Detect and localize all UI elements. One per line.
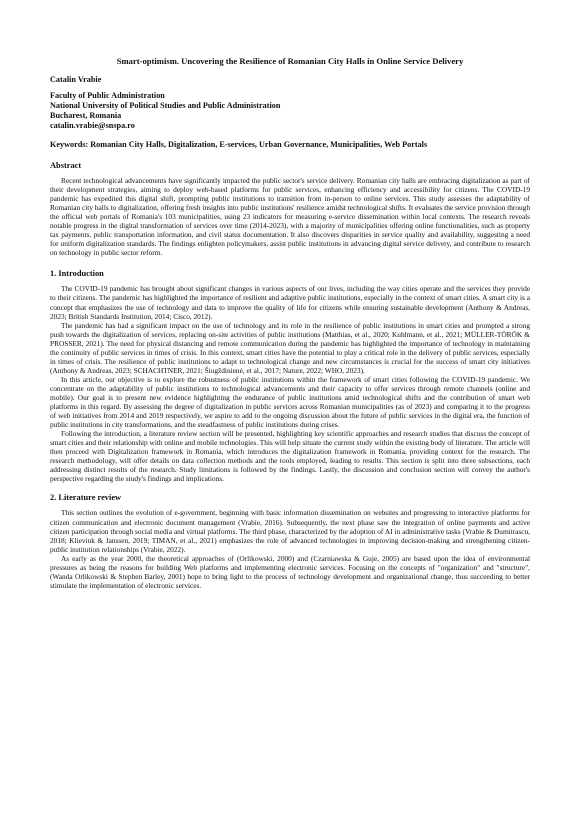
abstract-section <box>50 161 530 257</box>
author-email: catalin.vrabie@snspa.ro <box>50 121 135 130</box>
author-name: Catalin Vrabie <box>50 75 102 84</box>
introduction-paragraph: Following the introduction, a literature review section will be presented, highlighting key scientific approaches and research studies that discuss the concept of smart cities and their relationship with online and mobile technologies. This will help situate the current study within the existing body of literature. The article will then proceed with Digitalization framework in Romania, which introduces the digitalization framework in Romania, providing context for the research. The research methodology, will offer details on data collection methods and the tools employed, leading to results. This section is split into three subsections, each addressing distinct results of the research. Study limitations is followed by the findings. Lastly, the discussion and conclusion section will convey the author's perspective regarding the study's findings and implications. <box>50 429 530 484</box>
literature-review-heading: 2. Literature review <box>50 493 122 503</box>
literature-review-paragraph: As early as the year 2000, the theoretical approaches of (Orlikowski, 2000) and (Czarniawska & Guje, 2005) are based upon the idea of environmental pressures as being the reasons for building Web platforms and implementing electronic services. Focusing on the concepts of "organization" and "structure", (Wanda Orlikowski & Stephen Barley, 2001) hope to bring light to the process of technology development and organizational change, thus succeeding to better stimulate the implementation of electronic services. <box>50 553 530 590</box>
keywords: Keywords: Romanian City Halls, Digitalization, E-services, Urban Governance, Municipalities, Web Portals <box>50 140 428 149</box>
affiliation-faculty: Faculty of Public Administration <box>50 91 165 100</box>
literature-review-paragraph: This section outlines the evolution of e-government, beginning with basic information dissemination on websites and progressing to interactive platforms for citizen communication and electronic document management (Vrabie, 2016). Subsequently, the next phase saw the integration of online payments and active citizen participation through social media and virtual platforms. The third phase, characterized by the adoption of AI in administrative tasks (Vrabie & Dumitrascu, 2018; Klievink & Janssen, 2019; TIMAN, et al., 2021) emphasizes the role of advanced technologies in improving decision-making and strengthening citizen-public institution relationships (Vrabie, 2022). <box>50 508 530 554</box>
introduction-section <box>50 269 530 483</box>
affiliation-city: Bucharest, Romania <box>50 111 122 120</box>
introduction-paragraph: In this article, our objective is to explore the robustness of public institutions within the framework of smart cities following the COVID-19 pandemic. We concentrate on the adaptability of public institutions to technological advancements and their capacity to offer services through remote channels (online and mobile). Our goal is to present new evidence highlighting the endurance of public institutions amid technological shifts and the contribution of smart web platforms in this regard. By assessing the degree of digitalization in public services across Romanian municipalities (as of 2023) and comparing it to the progress of web initiatives from 2014 and 2019 respectively, we aspire to add to the ongoing discussion about the future of public services in the digital era, the function of public institutions in city transformations, and the steadfastness of public institutions during crises. <box>50 374 530 430</box>
affiliation-university: National University of Political Studies and Public Administration <box>50 101 281 110</box>
author-block <box>50 75 530 131</box>
introduction-heading: 1. Introduction <box>50 269 104 279</box>
paper-title: Smart-optimism. Uncovering the Resilience of Romanian City Halls in Online Service Delivery <box>116 56 464 66</box>
introduction-paragraph: The pandemic has had a significant impact on the use of technology and its role in the resilience of public institutions in smart cities and prompted a strong push towards the digitalization of services, replacing on-site activities of public institutions (Matthias, et al., 2020; Kuhlmann, et al., 2021; MÜLLER-TÖRÖK & PROSSER, 2021). The need for physical distancing and remote communication during the pandemic has highlighted the importance of technology in maintaining the continuity of public services in times of crisis. In this context, smart cities have the potential to play a critical role in the delivery of public services, especially in times of crisis. The resilience of public institutions to adapt to technological change and new circumstances is crucial for the success of smart city initiatives (Anthony & Andreas, 2023; SCHACHTNER, 2021; Šiugždinienė, et al., 2017; Nature, 2022; WHO, 2023). <box>50 320 530 375</box>
abstract-text: Recent technological advancements have significantly impacted the public sector's service delivery. Romanian city halls are embracing digitalization as part of their development strategies, aiming to deploy web-based platforms for public services, enhancing efficiency and accessibility for citizens. The COVID-19 pandemic has expedited this digital shift, prompting public institutions to transition from in-person to online services. This study assesses the adaptability of Romanian city halls to digitalization, offering fresh insights into public institutions' resilience amidst technological shifts. It evaluates the service provision through the official web portals of Romania's 103 municipalities, using 23 indicators for measuring e-service dissemination within local contexts. The research reveals notable progress in the digital transformation of services over time (2014-2023), with a majority of municipalities offering online functionalities, such as property tax payments, public transportation information, and civil status documentation. It also discovers disparities in service quality and availability, suggesting a need for uniform digitalization standards. The findings enlighten policymakers, assist public institutions in advancing digital service delivery, and contribute to research on technology in public sector reform. <box>50 176 530 258</box>
introduction-paragraph: The COVID-19 pandemic has brought about significant changes in various aspects of our lives, including the way cities operate and the services they provide to their citizens. The pandemic has highlighted the importance of resilient and adaptive public institutions, especially in the context of smart cities. A smart city is a concept that emphasizes the use of technology and data to improve the quality of life for citizens while ensuring sustainable development (Anthony & Andreas, 2023; British Standards Institution, 2014; Cisco, 2012). <box>50 284 530 321</box>
literature-review-section <box>50 493 530 589</box>
abstract-heading: Abstract <box>50 161 82 170</box>
